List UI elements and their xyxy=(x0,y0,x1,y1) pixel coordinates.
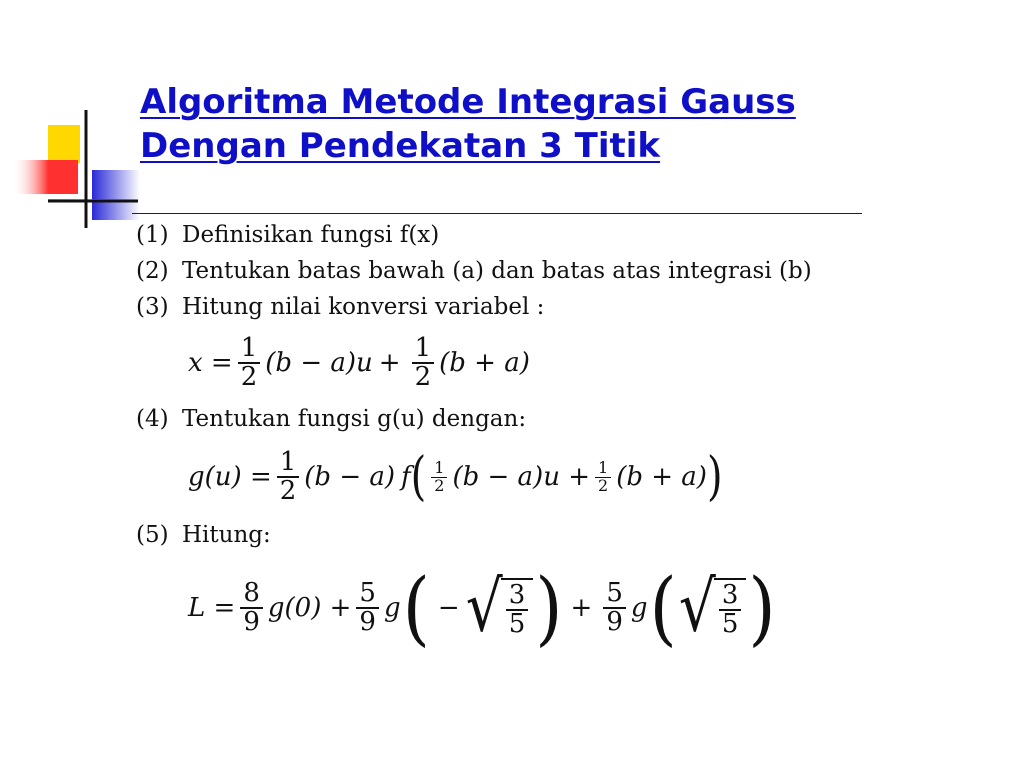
formula-group: (b − a) xyxy=(304,462,396,492)
formula-term: g(0) + xyxy=(267,593,352,623)
fraction: $\frac{1}{2}$ xyxy=(238,335,261,392)
formula-variable: u xyxy=(356,348,373,378)
formula-L xyxy=(188,553,876,663)
step-number: (1) xyxy=(136,222,169,248)
plus-sign: + xyxy=(378,348,401,378)
step-1 xyxy=(136,217,876,253)
formula-x xyxy=(188,325,876,401)
fraction: $\frac{1}{2}$ xyxy=(431,460,447,495)
step-4 xyxy=(136,401,876,437)
title-line-2: Dengan Pendekatan 3 Titik xyxy=(140,126,661,166)
fraction: $\frac{8}{9}$ xyxy=(240,580,263,637)
formula-lhs: L = xyxy=(188,593,236,623)
step-text: Hitung nilai konversi variabel : xyxy=(182,294,545,320)
formula-group: (b + a) xyxy=(439,348,530,378)
function-g: g xyxy=(383,593,401,623)
function-g: g xyxy=(630,593,648,623)
formula-g xyxy=(188,437,876,517)
formula-group: (b + a) xyxy=(616,462,707,492)
minus-sign: − xyxy=(437,593,460,623)
slide-title xyxy=(140,80,960,168)
fraction: $\frac{1}{2}$ xyxy=(412,335,435,392)
fraction: $\frac{5}{9}$ xyxy=(603,580,626,637)
square-root xyxy=(465,565,534,648)
close-paren: ) xyxy=(748,560,776,656)
plus-sign: + xyxy=(570,593,593,623)
open-paren: ( xyxy=(402,560,430,656)
formula-group: (b − a)u + xyxy=(452,462,590,492)
formula-group: (b − a) xyxy=(265,348,357,378)
formula-lhs: x = xyxy=(188,348,233,378)
fraction: $\frac{3}{5}$ xyxy=(506,582,529,639)
step-3 xyxy=(136,289,876,325)
step-text: Hitung: xyxy=(182,522,271,548)
radical-icon: √ xyxy=(678,565,716,648)
fraction: $\frac{3}{5}$ xyxy=(719,582,742,639)
formula-lhs: g(u) = xyxy=(188,462,272,492)
red-bar xyxy=(12,160,78,194)
fraction: $\frac{1}{2}$ xyxy=(595,460,611,495)
algorithm-steps xyxy=(136,217,876,663)
step-number: (4) xyxy=(136,406,169,432)
open-paren: ( xyxy=(649,560,677,656)
function-f: f xyxy=(401,462,411,492)
step-text: Definisikan fungsi f(x) xyxy=(182,222,440,248)
step-number: (2) xyxy=(136,258,169,284)
step-number: (3) xyxy=(136,294,169,320)
step-text: Tentukan batas bawah (a) dan batas atas integrasi (b) xyxy=(182,258,812,284)
close-paren: ) xyxy=(535,560,563,656)
fraction: $\frac{1}{2}$ xyxy=(277,449,300,506)
close-paren: ) xyxy=(706,447,723,507)
title-divider xyxy=(132,213,862,214)
open-paren: ( xyxy=(410,447,427,507)
radical-icon: √ xyxy=(465,565,503,648)
step-number: (5) xyxy=(136,522,169,548)
corner-decoration xyxy=(0,0,140,240)
step-text: Tentukan fungsi g(u) dengan: xyxy=(182,406,527,432)
title-line-1: Algoritma Metode Integrasi Gauss xyxy=(140,82,796,122)
yellow-square xyxy=(48,125,80,163)
square-root xyxy=(678,565,747,648)
fraction: $\frac{5}{9}$ xyxy=(356,580,379,637)
step-5 xyxy=(136,517,876,553)
step-2 xyxy=(136,253,876,289)
